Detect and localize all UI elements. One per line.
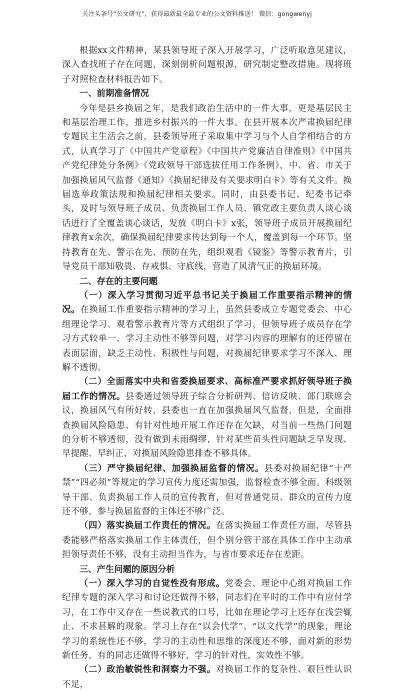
paragraph-text: 县委通过领导班子综合分析研判、信访反映、部门联席会议，换届风气有所好转，县委也一直在加强换届风气监督，但是，全面排查换届风险隐患、有针对性地开展工作还存在欠缺，对当前一些热门问题的分析不够透彻，没有做到未雨绸缪，针对某些苗头性问题缺乏早发现、早提醒、早纠正，对换届风险隐患排查不够具体。 (62, 391, 353, 460)
paragraph (62, 289, 352, 375)
paragraph-text: 根据xx文件精神，某县领导班子深入开展学习，广泛听取意见建议，深入查找班子存在问题，深刻剖析问题根源，研究制定整改措施。现将班子对照检查材料报告如下。 (62, 46, 352, 85)
paragraph (62, 663, 352, 692)
paragraph-text: 二、存在的主要问题 (79, 276, 158, 287)
paragraph (62, 462, 352, 520)
paragraph-text: 对换届工作的复杂性、艰巨性认识不足， (62, 665, 353, 690)
paragraph (62, 102, 352, 275)
document-body (62, 44, 352, 692)
paragraph (62, 44, 352, 87)
subsection-heading: （二）全面落实中央和省委换届要求、高标准严要求抓好领导班子换届工作的情况。 (62, 377, 352, 402)
paragraph-text: 在换届工作重要指示精神的学习上，虽然县委成立专题党委会、中心组理论学习、观看警示教育片等方式组织了学习，但领导班子成员存在学习方式较单一、学习主动性不够等问题，对学习内容的理解有的还停留在表面层面，缺乏主动性、积极性与问题，对换届纪律要求学习不深入、理解不透彻。 (62, 305, 352, 373)
subsection-heading: （一）深入学习贯彻习近平总书记关于换届工作重要指示精神的情况。 (62, 290, 352, 316)
paragraph (62, 577, 352, 663)
paragraph-text: 县委对换届纪律“十严禁”“四必须”等规定的学习宣传力度还需加强，监督检查不够全面。科级领导干部、负责换届工作人员的宣传教育，但对普通党员、群众的宣传力度还不够，参与换届监督的主体还不够广泛。 (62, 463, 353, 517)
section-heading (62, 275, 352, 289)
section-heading (62, 87, 352, 101)
paragraph (62, 375, 352, 461)
subsection-heading: （三）严守换届纪律、加强换届监督的情况。 (79, 463, 265, 474)
paragraph (62, 519, 352, 562)
paragraph-text: 一、前期准备情况 (79, 89, 149, 100)
header-banner (0, 6, 410, 26)
banner-text: 关注头条号“公文研究”，获得最新最全最专业的公文资料推送！ 微信：gongwenyj (82, 11, 312, 18)
paragraph-text: 党委会、理论中心组对换届工作纪律专题的深入学习和讨论还做得不够，同志们在平时的工作中有应付学习，在工作中又存在一些说教式的口号，比如在理论学习上还存在浅尝辄止、不求甚解的现象。学习上存在“以会代学”、“以文代学”的现象，理论学习的系统性还不够，学习的主动性和思维的深度还不够，面对新的形势新任务，有的同志还做得不够好，学习的针对性，实效性不够。 (62, 579, 352, 662)
subsection-heading: （一）深入学习的自觉性没有形成。 (79, 579, 225, 590)
paragraph-text: 今年是县乡换届之年，是我们政治生活中的一件大事，更是基层民主和基层治理工作，推进乡村振兴的一件大事。在县开展本次严肃换届纪律专题民主生活会之前，县委领导班子采取集中学习与个人自学相结合的方式，认真学习了《中国共产党章程》《中国共产党廉洁自律准则》《中国共产党纪律处分条例》《党政领导干部选拔任用工作条例》，中、省、市关于加强换届风气监督《通知》《换届纪律及有关要求明白卡》等有关文件。换届选举政策法规和换届纪律相关要求。同时，由县委书记、纪委书记牵头，及时与领导班子成员、负责换届工作人员、镇党政主要负责人谈心谈话进行了全覆盖谈心谈话，发放《明白卡》x张，领导班子成员开展换届纪律教育x余次，确保换届纪律要求传达到每一个人，覆盖到每一个环节。坚持教育在先、警示在先、预防在先，组织观看《镜鉴》等警示教育片，引导党员干部知敬畏、存戒惧、守底线，营造了风清气正的换届环境。 (62, 103, 352, 273)
paragraph-text: 三、产生问题的原因分析 (79, 564, 175, 575)
section-heading (62, 563, 352, 577)
subsection-heading: （四）落实换届工作责任的情况。 (79, 521, 216, 532)
subsection-heading: （二）政治敏锐性和洞察力不强。 (79, 665, 216, 676)
paragraph-text: 在落实换届工作责任方面，尽管县委能够严格落实换届工作主体责任，但个别分管干部在具体工作中主动承担领导责任不够，没有主动担当作为，与省市要求还存在差距。 (62, 521, 353, 561)
